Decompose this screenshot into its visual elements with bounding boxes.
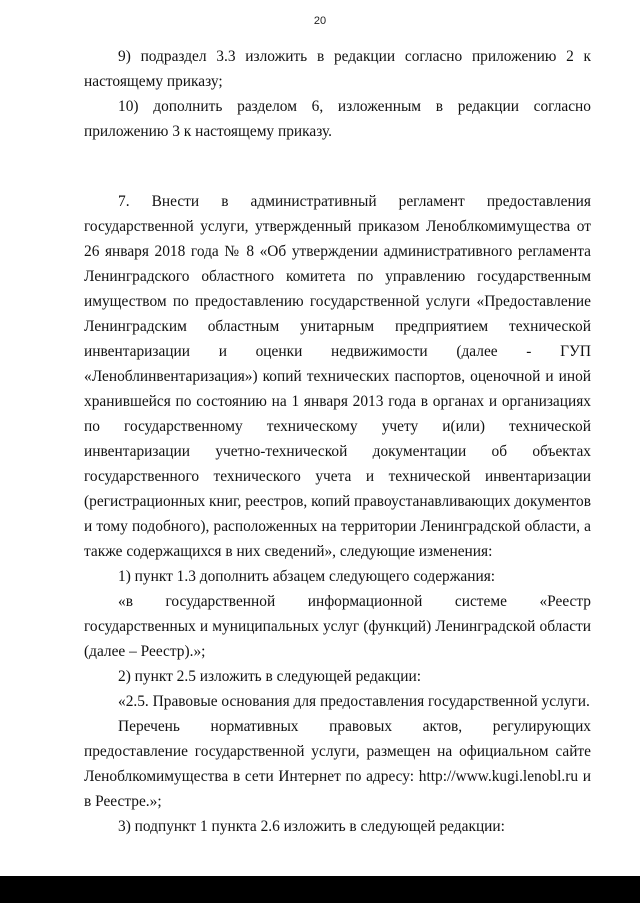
- paragraph: 2) пункт 2.5 изложить в следующей редакции:: [118, 668, 422, 685]
- scan-edge: [0, 876, 640, 903]
- paragraph: 9) подраздел 3.3 изложить в редакции согласно приложению 2 к настоящему приказу;: [84, 48, 591, 90]
- paragraph: «в государственной информационной системе «Реестр государственных и муниципальных услуг (функций) Ленинградской области (далее – Реестр).»;: [84, 593, 591, 660]
- document-body: [84, 44, 591, 839]
- paragraph: Перечень нормативных правовых актов, регулирующих предоставление государственной услуги, размещен на официальном сайте Леноблкомимущества в сети Интернет по адресу: http://www.kugi.lenobl.ru и в Реестре.»;: [84, 718, 591, 810]
- spacer: [84, 144, 591, 189]
- paragraph: «2.5. Правовые основания для предоставления государственной услуги.: [118, 693, 590, 710]
- paragraph: 10) дополнить разделом 6, изложенным в редакции согласно приложению 3 к настоящему приказу.: [84, 98, 591, 140]
- page-number: 20: [313, 15, 327, 27]
- paragraph: 3) подпункт 1 пункта 2.6 изложить в следующей редакции:: [118, 818, 505, 835]
- paragraph: 7. Внести в административный регламент предоставления государственной услуги, утвержденный приказом Леноблкомимущества от 26 января 2018 года № 8 «Об утверждении административного регламента Ленинградского областного комитета по управлению государственным имуществом по предоставлению государственной услуги «Предоставление Ленинградским областным унитарным предприятием технической инвентаризации и оценки недвижимости (далее - ГУП «Леноблинвентаризация») копий технических паспортов, оценочной и иной хранившейся по состоянию на 1 января 2013 года в органах и организациях по государственному техническому учету и(или) технической инвентаризации учетно-технической документации об объектах государственного технического учета и технической инвентаризации (регистрационных книг, реестров, копий правоустанавливающих документов и тому подобного), расположенных на территории Ленинградской области, а также содержащихся в них сведений», следующие изменения:: [84, 193, 591, 560]
- paragraph: 1) пункт 1.3 дополнить абзацем следующего содержания:: [118, 568, 496, 585]
